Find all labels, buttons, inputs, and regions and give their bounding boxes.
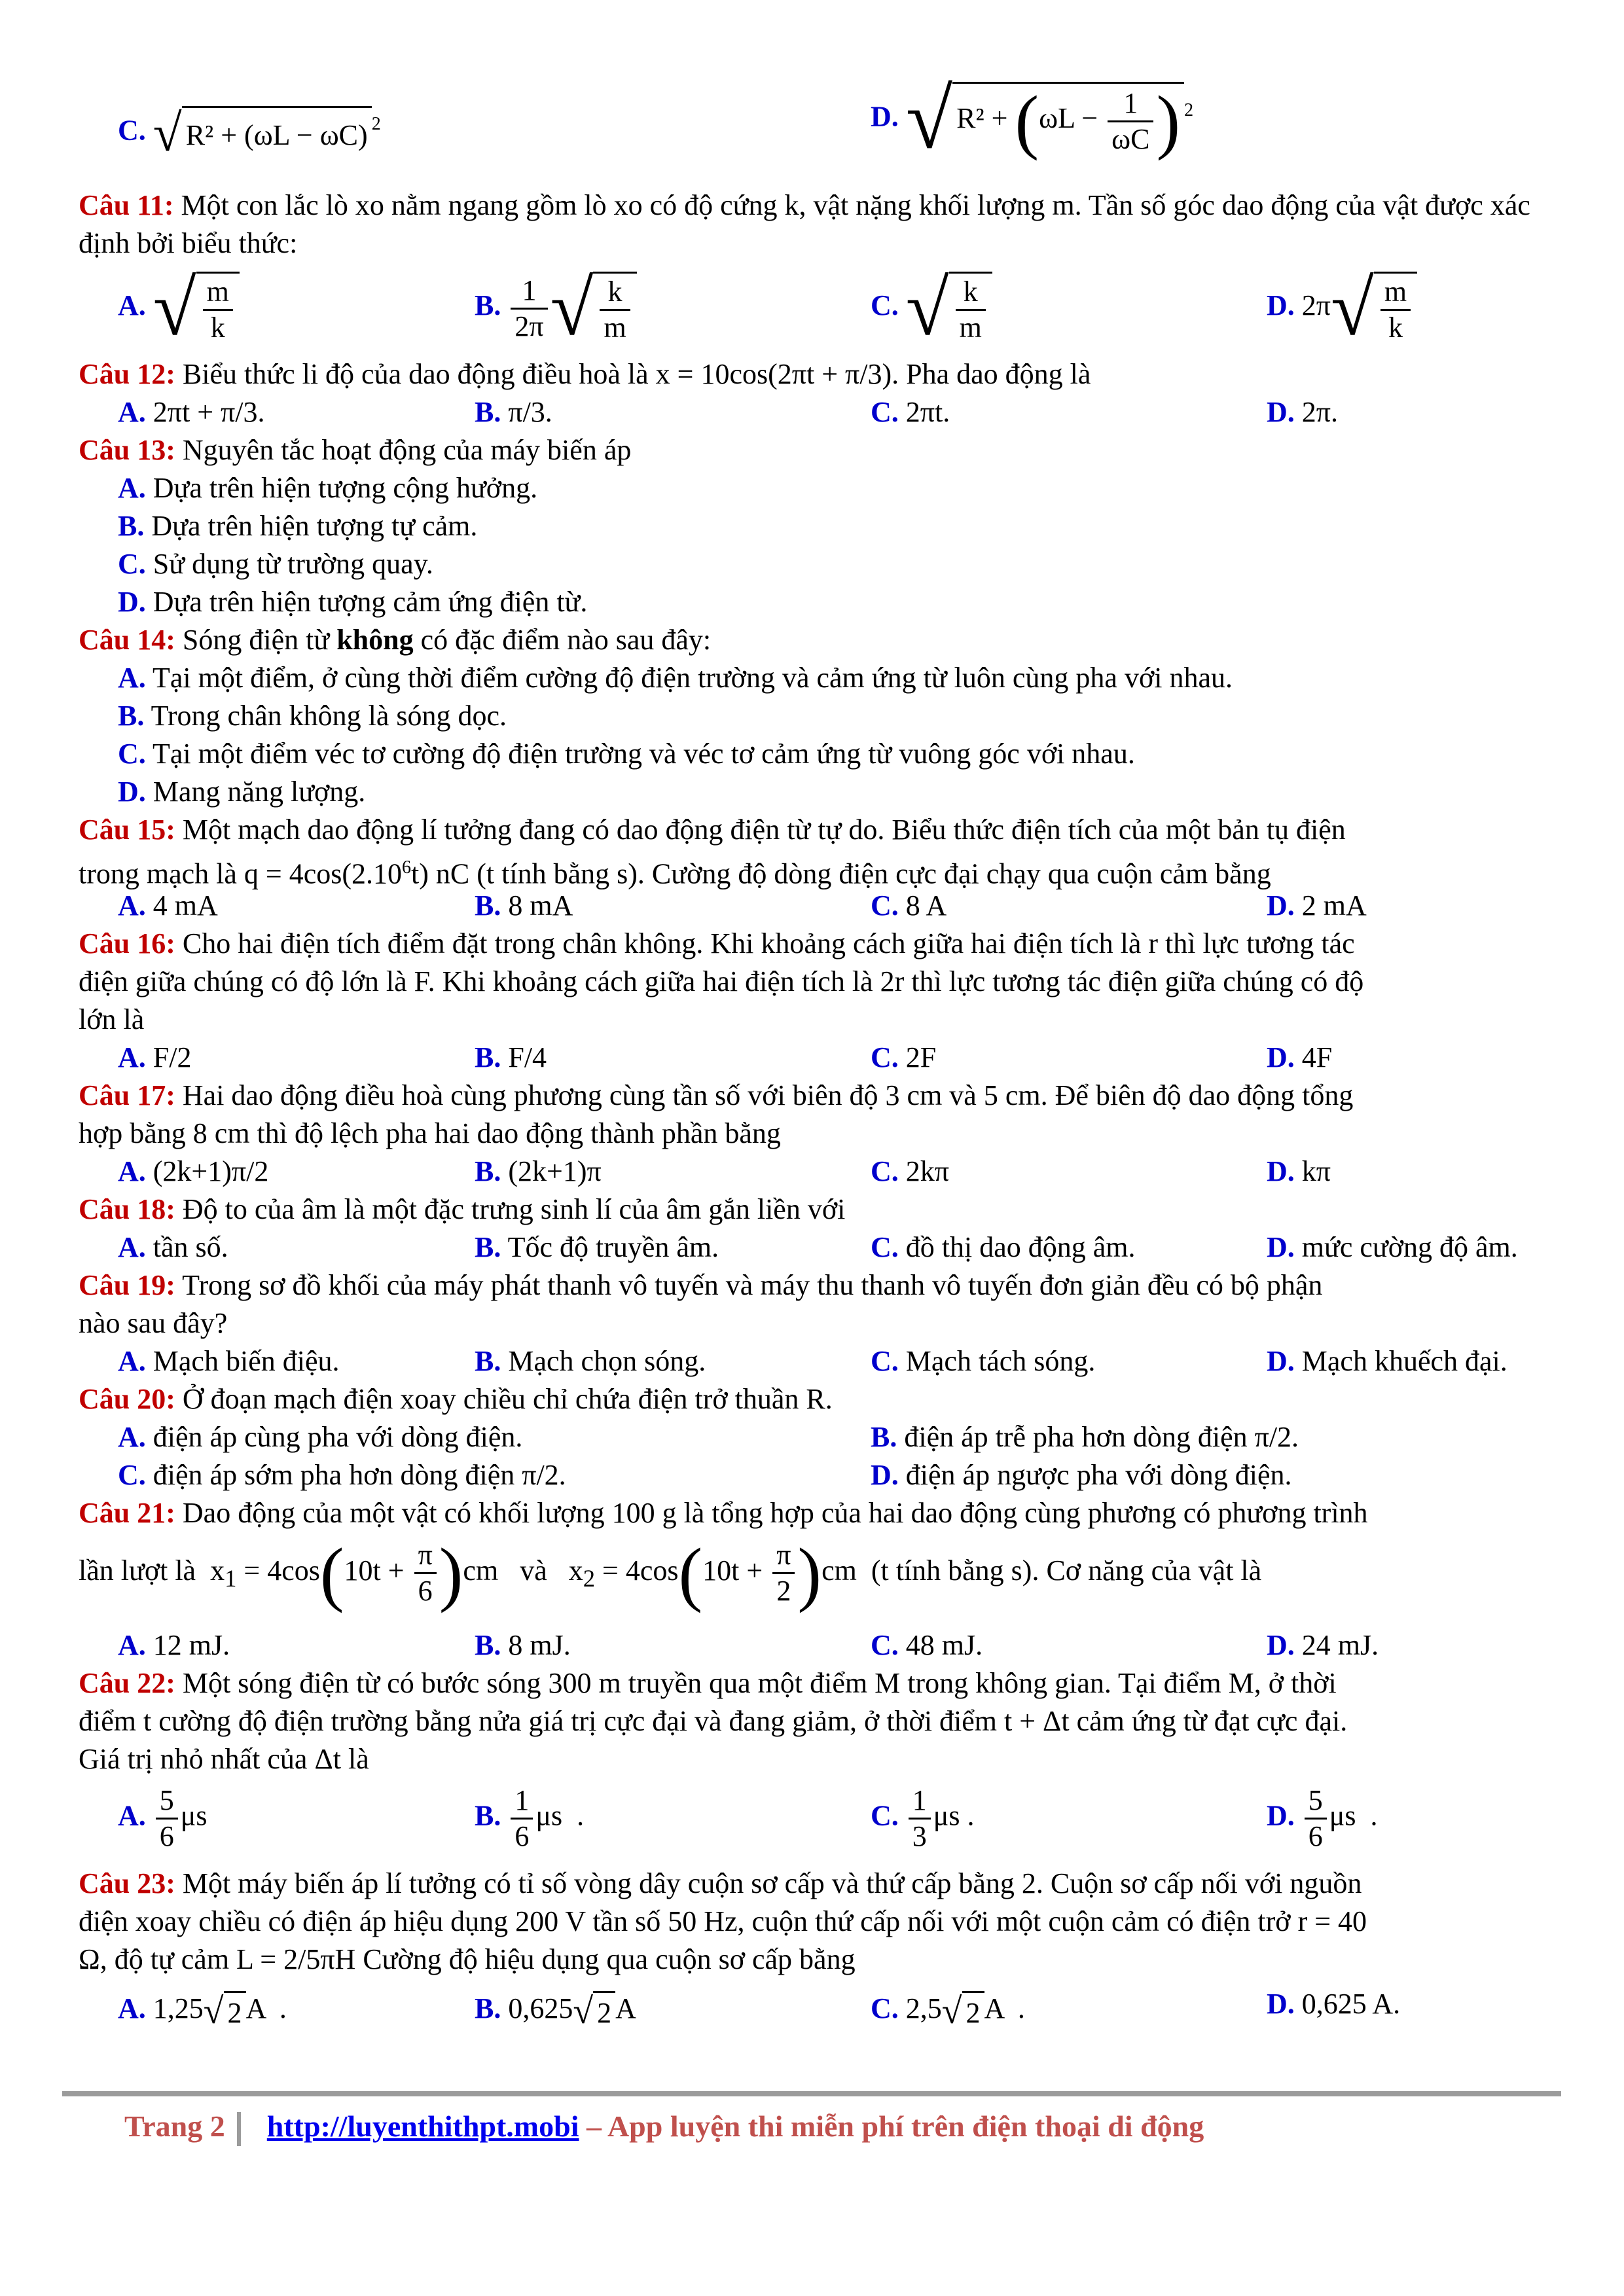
- q20-option-d: D. điện áp ngược pha với dòng điện.: [871, 1459, 1292, 1491]
- q10-option-d: D. √ R² + (ωL − $\frac{1}{\omega C}$ ) $^2$: [871, 72, 1194, 167]
- q14-option-a: A. Tại một điểm, ở cùng thời điểm cường độ điện trường và cảm ứng từ luôn cùng pha với nhau.: [118, 662, 1233, 694]
- q18-option-a: A. tần số.: [118, 1231, 228, 1263]
- question-16-line3: lớn là: [79, 1003, 145, 1035]
- question-16: Câu 16: Cho hai điện tích điểm đặt trong chân không. Khi khoảng cách giữa hai điện tích là r thì lực tương tác: [79, 927, 1355, 960]
- q23-option-c: C. 2,5√ 2 A .: [871, 1991, 1025, 2032]
- q14-option-b: B. Trong chân không là sóng dọc.: [118, 700, 507, 732]
- q15-option-a: A. 4 mA: [118, 889, 218, 922]
- q16-option-b: B. F/4: [475, 1041, 547, 1073]
- q21-option-a: A. 12 mJ.: [118, 1629, 230, 1661]
- question-21: Câu 21: Dao động của một vật có khối lượng 100 g là tổng hợp của hai dao động cùng phương có phương trình: [79, 1497, 1368, 1529]
- page-footer: [124, 2109, 1204, 2146]
- question-19-line2: nào sau đây?: [79, 1307, 228, 1339]
- q18-option-c: C. đồ thị dao động âm.: [871, 1231, 1136, 1263]
- footer-link[interactable]: http://luyenthithpt.mobi: [266, 2109, 579, 2143]
- footer-divider: [62, 2091, 1561, 2096]
- question-23-line3: Ω, độ tự cảm L = 2/5πH Cường độ hiệu dụng qua cuộn sơ cấp bằng: [79, 1943, 856, 1975]
- sqrt-symbol: √ R² + (ωL − $\frac{1}{\omega C}$ ): [906, 82, 1184, 157]
- question-20: Câu 20: Ở đoạn mạch điện xoay chiều chỉ chứa điện trở thuần R.: [79, 1383, 833, 1415]
- question-17: Câu 17: Hai dao động điều hoà cùng phương cùng tần số với biên độ 3 cm và 5 cm. Để biên độ dao động tổng: [79, 1079, 1354, 1111]
- question-22: Câu 22: Một sóng điện từ có bước sóng 300 m truyền qua một điểm M trong không gian. Tại điểm M, ở thời: [79, 1667, 1337, 1699]
- q18-option-b: B. Tốc độ truyền âm.: [475, 1231, 719, 1263]
- question-23: Câu 23: Một máy biến áp lí tưởng có tỉ số vòng dây cuộn sơ cấp và thứ cấp bằng 2. Cuộn sơ cấp nối với nguồn: [79, 1867, 1362, 1899]
- q15-option-b: B. 8 mA: [475, 889, 573, 922]
- question-12: Câu 12: Biểu thức li độ của dao động điều hoà là x = 10cos(2πt + π/3). Pha dao động là: [79, 358, 1091, 390]
- q23-option-b: B. 0,625√ 2 A: [475, 1991, 636, 2032]
- page-number: Trang 2: [124, 2109, 225, 2143]
- footer-tagline: – App luyện thi miễn phí trên điện thoại di động: [579, 2109, 1204, 2143]
- q17-option-b: B. (2k+1)π: [475, 1155, 602, 1187]
- exam-page: [79, 0, 1564, 2296]
- question-13: Câu 13: Nguyên tắc hoạt động của máy biến áp: [79, 434, 632, 466]
- q11-option-b: B. $\frac{1}{2\pi}$ √ $\frac{k}{m}$: [475, 272, 637, 345]
- question-19: Câu 19: Trong sơ đồ khối của máy phát thanh vô tuyến và máy thu thanh vô tuyến đơn giản đều có bộ phận: [79, 1269, 1323, 1301]
- q13-option-c: C. Sử dụng từ trường quay.: [118, 548, 433, 580]
- sqrt-symbol: √ R² + (ωL − ωC): [153, 105, 372, 161]
- q23-option-d: D. 0,625 A.: [1267, 1988, 1401, 2020]
- q22-option-d: D. $\frac{5}{6}$ μs .: [1267, 1784, 1378, 1852]
- q22-option-b: B. $\frac{1}{6}$ μs .: [475, 1784, 585, 1852]
- footer-separator: [237, 2112, 241, 2146]
- q20-option-a: A. điện áp cùng pha với dòng điện.: [118, 1421, 523, 1453]
- q10-option-c: C. √ R² + (ωL − ωC) $^2$: [118, 105, 381, 163]
- q16-option-a: A. F/2: [118, 1041, 192, 1073]
- q13-option-b: B. Dựa trên hiện tượng tự cảm.: [118, 510, 478, 542]
- q21-option-d: D. 24 mJ.: [1267, 1629, 1379, 1661]
- q11-option-a: A. √ $\frac{m}{k}$: [118, 272, 240, 345]
- question-22-line3: Giá trị nhỏ nhất của Δt là: [79, 1743, 369, 1775]
- q23-option-a: A. 1,25√ 2 A .: [118, 1991, 287, 2032]
- q14-option-d: D. Mang năng lượng.: [118, 776, 366, 808]
- question-15: Câu 15: Một mạch dao động lí tưởng đang có dao động điện từ tự do. Biểu thức điện tích của một bản tụ điện: [79, 814, 1346, 846]
- question-21-equations: lần lượt là $x_1 = 4\cos(10t$ + $\frac{\pi}{6}$ )cm và $x_2 = 4\cos(10t$ + $\frac{\pi}{2}$ )cm (t tính bằng s). Cơ năng của vật là: [79, 1533, 1262, 1613]
- q11-option-d: D. 2π√ $\frac{m}{k}$: [1267, 272, 1417, 345]
- question-17-line2: hợp bằng 8 cm thì độ lệch pha hai dao động thành phần bằng: [79, 1117, 781, 1149]
- q19-option-d: D. Mạch khuếch đại.: [1267, 1345, 1507, 1377]
- q17-option-d: D. kπ: [1267, 1155, 1331, 1187]
- q12-option-d: D. 2π.: [1267, 396, 1338, 428]
- q12-option-a: A. 2πt + π/3.: [118, 396, 265, 428]
- q13-option-a: A. Dựa trên hiện tượng cộng hưởng.: [118, 472, 538, 504]
- question-14: Câu 14: Sóng điện từ không có đặc điểm nào sau đây:: [79, 624, 712, 656]
- q17-option-a: A. (2k+1)π/2: [118, 1155, 269, 1187]
- question-23-line2: điện xoay chiều có điện áp hiệu dụng 200 V tần số 50 Hz, cuộn thứ cấp nối với một cuộn cảm có điện trở r = 40: [79, 1905, 1367, 1937]
- q20-option-c: C. điện áp sớm pha hơn dòng điện π/2.: [118, 1459, 566, 1491]
- q15-option-c: C. 8 A: [871, 889, 947, 922]
- question-22-line2: điểm t cường độ điện trường bằng nửa giá trị cực đại và đang giảm, ở thời điểm t + Δt cảm ứng từ đạt cực đại.: [79, 1705, 1348, 1737]
- q22-option-c: C. $\frac{1}{3}$ μs .: [871, 1784, 975, 1852]
- q12-option-b: B. π/3.: [475, 396, 552, 428]
- q19-option-c: C. Mạch tách sóng.: [871, 1345, 1096, 1377]
- q11-option-c: C. √ $\frac{k}{m}$: [871, 272, 992, 345]
- q12-option-c: C. 2πt.: [871, 396, 950, 428]
- q20-option-b: B. điện áp trễ pha hơn dòng điện π/2.: [871, 1421, 1299, 1453]
- q16-option-c: C. 2F: [871, 1041, 937, 1073]
- q13-option-d: D. Dựa trên hiện tượng cảm ứng điện từ.: [118, 586, 588, 618]
- q19-option-a: A. Mạch biến điệu.: [118, 1345, 340, 1377]
- q19-option-b: B. Mạch chọn sóng.: [475, 1345, 706, 1377]
- q21-option-b: B. 8 mJ.: [475, 1629, 571, 1661]
- q14-option-c: C. Tại một điểm véc tơ cường độ điện trường và véc tơ cảm ứng từ vuông góc với nhau.: [118, 738, 1135, 770]
- q16-option-d: D. 4F: [1267, 1041, 1333, 1073]
- q22-option-a: A. $\frac{5}{6}$ μs: [118, 1784, 208, 1852]
- question-18: Câu 18: Độ to của âm là một đặc trưng sinh lí của âm gắn liền với: [79, 1193, 846, 1225]
- question-16-line2: điện giữa chúng có độ lớn là F. Khi khoảng cách giữa hai điện tích là 2r thì lực tương tác điện giữa chúng có độ: [79, 965, 1364, 997]
- q18-option-d: D. mức cường độ âm.: [1267, 1231, 1518, 1263]
- question-15-line2: trong mạch là $q = 4\cos(2.10^6t)$ nC (t tính bằng s). Cường độ dòng điện cực đại chạy qua cuộn cảm bằng: [79, 857, 1271, 890]
- q21-option-c: C. 48 mJ.: [871, 1629, 983, 1661]
- q17-option-c: C. 2kπ: [871, 1155, 949, 1187]
- question-11: Câu 11: Một con lắc lò xo nằm ngang gồm lò xo có độ cứng k, vật nặng khối lượng m. Tần số góc dao động của vật được xác định bởi biểu thức:: [79, 189, 1530, 259]
- q15-option-d: D. 2 mA: [1267, 889, 1367, 922]
